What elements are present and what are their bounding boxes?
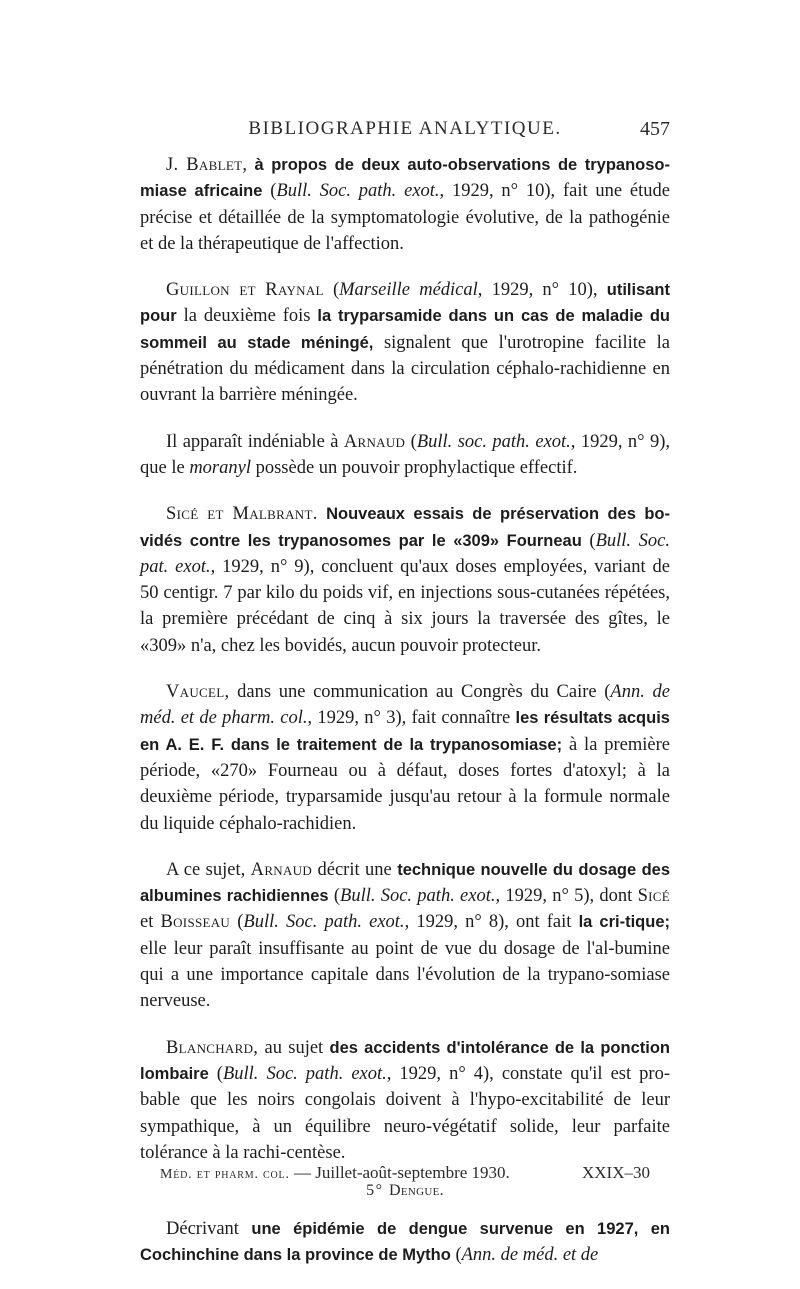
section-number: 5°: [366, 1182, 384, 1200]
citation: Bull. Soc. path. exot.: [222, 1063, 387, 1084]
open-paren: (: [230, 912, 244, 933]
citation: Ann. de méd. et de: [461, 1245, 599, 1266]
issue-date: Juillet-août-septembre 1930.: [315, 1163, 510, 1182]
author-name: Arnaud: [250, 859, 313, 880]
paragraph-blanchard: [140, 1035, 670, 1166]
volume-number: XXIX–30: [582, 1163, 650, 1182]
paragraph-text: au sujet: [258, 1037, 330, 1058]
author-name: Guillon et Raynal: [166, 280, 324, 301]
page-footer: [160, 1163, 650, 1183]
article-title: la cri-tique;: [578, 913, 670, 932]
page-header: [140, 118, 670, 148]
paragraph-text: , concluent qu'aux doses employées, variant de 50 centigr. 7 par kilo du poids vif, en injections sous-cutanées répétées, la première précédant de cinq à six jours la traversée des gîtes, le «309» n'a, chez les bovidés, aucun pouvoir protecteur.: [140, 556, 670, 656]
citation-detail: , 1929, n° 4): [386, 1063, 490, 1084]
author-name: Sicé et Malbrant.: [166, 504, 318, 525]
paragraph-text: Décrivant: [166, 1219, 252, 1240]
article-title: la tryparsamide dans un cas de maladie du sommeil au stade méningé,: [140, 307, 670, 352]
citation: Bull. soc. path. exot.: [416, 431, 571, 452]
paragraph-arnaud-albumines: [140, 857, 670, 1015]
paragraph-text: signalent que l'urotropine facilite la pénétration du médicament dans la circulation céphalo-rachidienne en ouvrant la barrière méningée.: [140, 332, 671, 406]
author-name: Arnaud: [343, 431, 406, 452]
paragraph-guillon-raynal: [140, 277, 670, 408]
section-heading: [140, 1182, 670, 1200]
article-title: les résultats acquis en A. E. F. dans le traitement de la trypanosomiase;: [140, 709, 670, 754]
citation-detail: , 1929, n° 9),: [570, 431, 671, 452]
citation: Ann. de méd. et de pharm. col.: [140, 682, 670, 729]
citation: Bull. Soc. path. exot.: [243, 912, 405, 933]
paragraph-text: la deuxième fois: [176, 306, 318, 327]
paragraph-text: elle leur paraît insuffisante au point de vue du dosage de l'al-bumine qui a une importance capitale dans l'évolution de la trypano-somiase nerveuse.: [140, 938, 670, 1012]
citation-detail: , 1929, n° 5), dont: [495, 886, 638, 907]
article-title: une épidémie de dengue survenue en 1927, en Cochinchine dans la province de Mytho: [140, 1220, 670, 1265]
paragraph-text: , constate qu'il est pro-bable que les noirs congolais doivent à l'hypo-excitabilité de leur sympathique, à un équilibre neuro-végétatif solide, leur parfaite tolérance à la rachi-centèse.: [140, 1063, 670, 1163]
citation-detail: , 1929, n° 8), ont fait: [404, 912, 579, 933]
bold-intro: utilisant pour: [140, 281, 671, 326]
citation-detail: , 1929, n° 9): [210, 556, 310, 577]
open-paren: (: [405, 431, 417, 452]
article-title: des accidents d'intolérance de la ponction lombaire: [140, 1038, 670, 1083]
journal-name: Méd. et pharm. col.: [160, 1167, 290, 1182]
article-title: Nouveaux essais de préservation des bo-vidés contre les trypanosomes par le «309» Fourneau: [140, 505, 670, 550]
paragraph-vaucel: [140, 679, 670, 837]
open-paren: (: [581, 530, 596, 551]
open-paren: (: [450, 1245, 462, 1266]
paragraph-text: , fait une étude précise et détaillée de la symptomatologie évolutive, de la pathogénie et de la thérapeutique de l'affection.: [140, 181, 670, 254]
footer-dash: —: [294, 1163, 312, 1182]
open-paren: (: [328, 886, 341, 907]
page-number: 457: [640, 118, 670, 140]
citation-detail: , 1929, n° 10),: [477, 280, 607, 301]
citation: Bull. Soc. path. exot.: [276, 181, 440, 202]
paragraph-text: que le: [140, 457, 190, 478]
open-paren: (: [262, 181, 277, 202]
citation-detail: , 1929, n° 10): [439, 181, 551, 202]
open-paren: (: [323, 280, 340, 301]
paragraph-dengue: [140, 1216, 670, 1269]
paragraph-text: A ce sujet,: [166, 859, 251, 880]
article-title: technique nouvelle du dosage des albumines rachidiennes: [140, 860, 671, 906]
citation-detail: , 1929, n° 3), fait connaître: [307, 708, 516, 729]
author-name: Vaucel,: [166, 682, 230, 703]
author-name: Boisseau: [160, 912, 231, 933]
running-title: BIBLIOGRAPHIE ANALYTIQUE.: [248, 118, 562, 139]
author-name: Blanchard,: [166, 1037, 259, 1058]
paragraph-bablet: J. Bablet, à propos de deux auto-observations de trypanoso-miase africaine (Bull. Soc. path. exot., 1929, n° 10), fait une étude précise et détaillée de la symptomatologie évolutive, de la pathogénie et de la thérapeutique de l'affection.: [140, 155, 670, 254]
paragraph-text: décrit une: [312, 859, 398, 880]
article-title: à propos de deux auto-observations de trypanoso-miase africaine: [140, 156, 670, 201]
author-name: Sicé: [637, 886, 670, 907]
paragraph-text: à la première période, «270» Fourneau ou à défaut, doses fortes d'atoxyl; à la deuxième période, tryparsamide jusqu'au retour à la formule normale du liquide céphalo-rachidien.: [140, 734, 671, 834]
citation: Bull. Soc. path. exot.: [340, 886, 496, 907]
paragraph-text: dans une communication au Congrès du Caire (: [229, 682, 611, 703]
drug-name: moranyl: [189, 457, 251, 478]
citation: Bull. Soc. pat. exot.: [140, 530, 670, 577]
paragraph-arnaud-moranyl: [140, 429, 670, 482]
open-paren: (: [208, 1063, 223, 1084]
citation: Marseille médical: [339, 280, 478, 301]
paragraph-text: et: [140, 912, 161, 933]
page-body: [140, 152, 670, 1289]
author-name: J. Bablet: [166, 155, 243, 175]
section-title: Dengue.: [388, 1182, 444, 1200]
paragraph-text: Il apparaît indéniable à: [166, 431, 344, 452]
paragraph-text: possède un pouvoir prophylactique effectif.: [250, 457, 578, 478]
paragraph-sice-malbrant: [140, 501, 670, 659]
